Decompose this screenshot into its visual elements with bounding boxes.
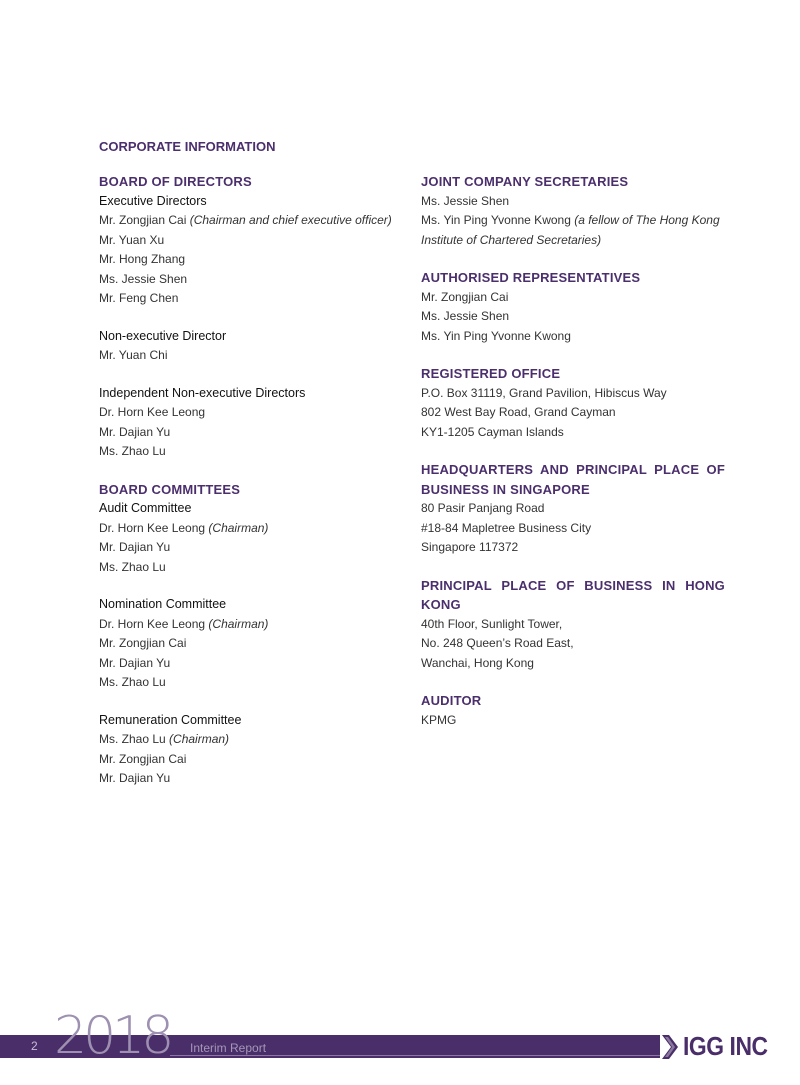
section xyxy=(421,576,725,674)
info-line xyxy=(99,270,409,290)
subsection-heading: Independent Non-executive Directors xyxy=(99,385,306,400)
line-text: Mr. Feng Chen xyxy=(99,291,179,305)
section xyxy=(421,364,725,442)
line-text: Ms. Yin Ping Yvonne Kwong xyxy=(421,328,571,343)
section xyxy=(99,384,409,462)
info-line xyxy=(421,384,725,404)
info-line xyxy=(99,289,409,309)
line-text: Mr. Yuan Xu xyxy=(99,232,165,247)
line-text: Mr. Yuan Chi xyxy=(99,348,168,362)
info-line xyxy=(99,615,409,635)
info-line xyxy=(99,654,409,674)
info-line xyxy=(99,558,409,578)
footer-divider xyxy=(170,1055,660,1056)
section xyxy=(99,172,409,309)
info-line xyxy=(99,442,409,462)
report-title: Interim Report xyxy=(190,1041,267,1055)
section xyxy=(421,172,725,250)
line-text: Mr. Zongjian Cai xyxy=(421,289,509,304)
line-text: P.O. Box 31119, Grand Pavilion, Hibiscus Way xyxy=(421,385,667,400)
section-heading: BOARD OF DIRECTORS xyxy=(99,174,252,189)
info-line xyxy=(421,327,725,347)
info-line xyxy=(421,423,725,443)
page-number: 2 xyxy=(31,1039,38,1053)
info-line xyxy=(421,499,725,519)
info-line xyxy=(99,211,409,231)
section-heading: REGISTERED OFFICE xyxy=(421,366,561,381)
subsection-heading: Audit Committee xyxy=(99,501,192,515)
info-line xyxy=(421,403,725,423)
info-line xyxy=(99,673,409,693)
info-line xyxy=(421,192,725,212)
line-text: KPMG xyxy=(421,712,457,727)
line-text: Mr. Zongjian Cai xyxy=(99,636,187,650)
line-note: (Chairman) xyxy=(169,732,230,746)
subsection-heading: Non-executive Director xyxy=(99,328,227,343)
info-line xyxy=(99,403,409,423)
line-note: (Chairman) xyxy=(208,616,269,631)
info-line xyxy=(99,519,409,539)
info-line xyxy=(99,730,409,750)
subsection-heading: Nomination Committee xyxy=(99,597,227,611)
info-line xyxy=(421,711,725,731)
info-line xyxy=(421,288,725,308)
info-line xyxy=(421,654,725,674)
section xyxy=(99,327,409,366)
subsection-heading: Remuneration Committee xyxy=(99,712,242,727)
section xyxy=(421,460,725,558)
line-text: Mr. Dajian Yu xyxy=(99,540,171,554)
line-text: Mr. Dajian Yu xyxy=(99,424,171,439)
line-text: Ms. Zhao Lu xyxy=(99,675,166,689)
line-text: Mr. Zongjian Cai xyxy=(99,213,190,227)
section-heading: PRINCIPAL PLACE OF BUSINESS IN HONG KONG xyxy=(421,577,725,612)
info-line xyxy=(99,634,409,654)
brand-logo: IGG INC xyxy=(683,1031,768,1061)
info-line xyxy=(99,769,409,789)
info-line xyxy=(99,423,409,443)
section-heading: BOARD COMMITTEES xyxy=(99,481,241,497)
line-text: Ms. Jessie Shen xyxy=(421,309,510,323)
section-heading: AUTHORISED REPRESENTATIVES xyxy=(421,270,641,285)
line-text: Mr. Dajian Yu xyxy=(99,655,171,670)
info-line xyxy=(99,231,409,251)
line-text: Ms. Zhao Lu xyxy=(99,732,170,746)
info-line xyxy=(99,250,409,270)
info-line xyxy=(421,307,725,327)
section xyxy=(99,711,409,789)
line-text: Wanchai, Hong Kong xyxy=(421,655,534,670)
info-line xyxy=(99,750,409,770)
line-text: Ms. Yin Ping Yvonne Kwong xyxy=(421,213,575,227)
line-text: Dr. Horn Kee Leong xyxy=(99,520,209,535)
subsection-heading: Executive Directors xyxy=(99,193,207,208)
line-text: Mr. Zongjian Cai xyxy=(99,751,187,766)
section xyxy=(421,268,725,346)
left-column xyxy=(99,137,409,807)
section-heading: JOINT COMPANY SECRETARIES xyxy=(421,174,629,189)
section xyxy=(99,480,409,578)
info-line xyxy=(421,538,725,558)
line-text: Ms. Jessie Shen xyxy=(421,193,510,208)
line-text: Dr. Horn Kee Leong xyxy=(99,616,209,631)
section xyxy=(421,691,725,730)
info-line xyxy=(99,538,409,558)
line-text: 40th Floor, Sunlight Tower, xyxy=(421,616,563,631)
right-column xyxy=(421,172,725,748)
line-text: Ms. Zhao Lu xyxy=(99,444,166,458)
info-line xyxy=(421,634,725,654)
line-text: #18-84 Mapletree Business City xyxy=(421,520,592,535)
year-logo: 2018 xyxy=(54,1006,171,1066)
info-line xyxy=(421,615,725,635)
section xyxy=(99,595,409,693)
line-text: 80 Pasir Panjang Road xyxy=(421,501,545,515)
line-text: Mr. Dajian Yu xyxy=(99,771,171,785)
line-text: KY1-1205 Cayman Islands xyxy=(421,424,564,439)
line-note: (Chairman) xyxy=(208,520,269,535)
line-text: Ms. Jessie Shen xyxy=(99,271,188,286)
info-line xyxy=(99,346,409,366)
line-text: Ms. Zhao Lu xyxy=(99,559,166,574)
line-text: No. 248 Queen’s Road East, xyxy=(421,636,574,650)
line-note: (a fellow of The Hong Kong Institute of Chartered Secretaries) xyxy=(421,213,720,247)
chevron-right-icon xyxy=(660,1033,682,1061)
line-text: Dr. Horn Kee Leong xyxy=(99,405,206,419)
line-text: 802 West Bay Road, Grand Cayman xyxy=(421,405,616,419)
section-heading: AUDITOR xyxy=(421,693,482,708)
line-note: (Chairman and chief executive officer) xyxy=(189,213,392,227)
page-title: CORPORATE INFORMATION xyxy=(99,139,276,154)
line-text: Singapore 117372 xyxy=(421,540,519,554)
line-text: Mr. Hong Zhang xyxy=(99,252,186,266)
info-line xyxy=(421,211,725,250)
section-heading: HEADQUARTERS AND PRINCIPAL PLACE OF BUSINESS IN SINGAPORE xyxy=(421,462,725,497)
info-line xyxy=(421,519,725,539)
